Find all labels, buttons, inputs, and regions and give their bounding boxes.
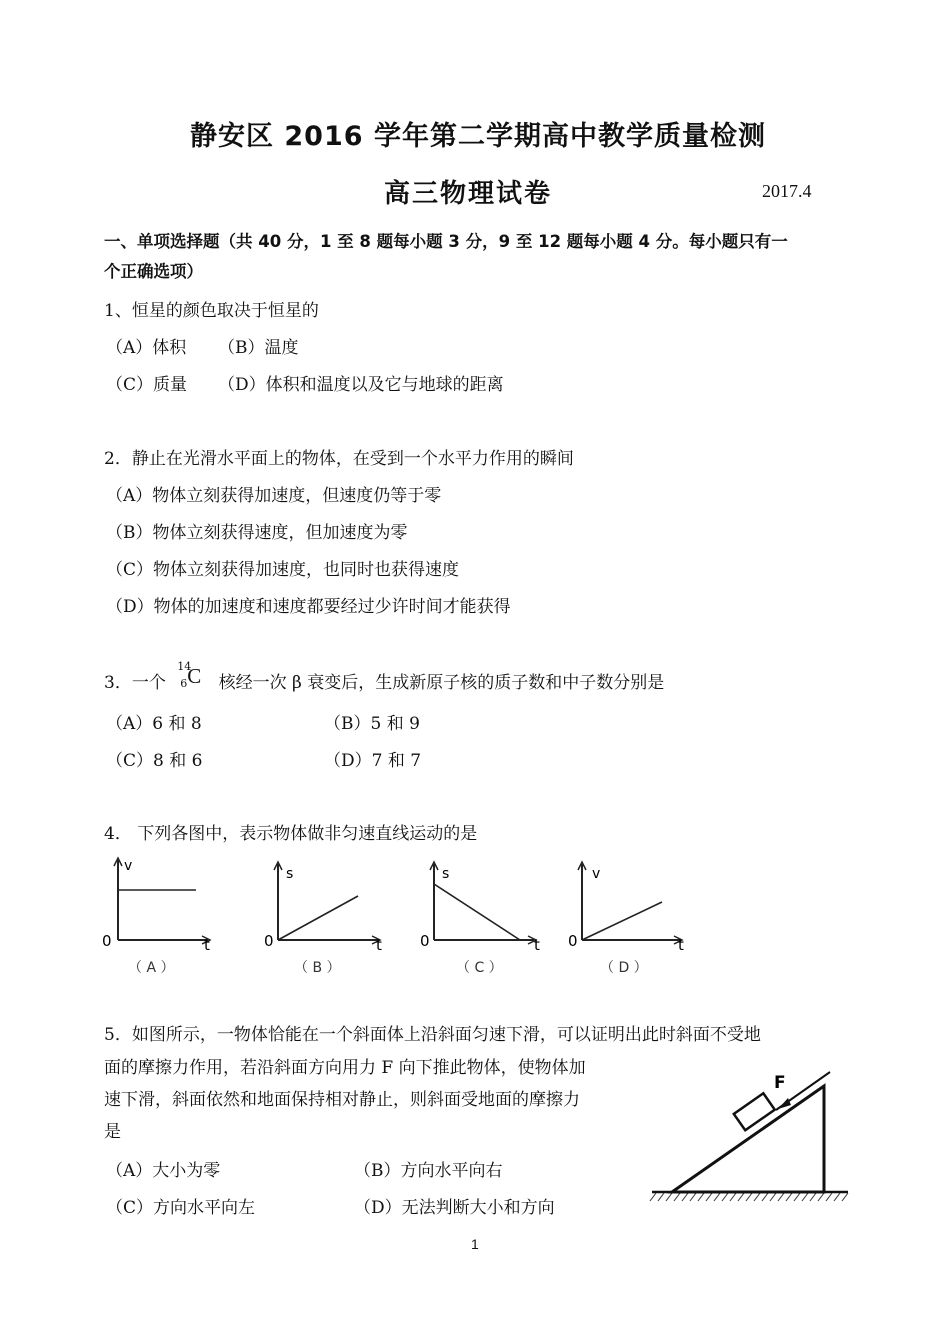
incline-diagram xyxy=(648,1058,854,1208)
graph-d-xlabel: t xyxy=(678,936,684,954)
q2-stem: 2．静止在光滑水平面上的物体，在受到一个水平力作用的瞬间 xyxy=(104,449,574,469)
q1-option-d: （D）体积和温度以及它与地球的距离 xyxy=(218,375,504,395)
graph-c xyxy=(416,854,546,979)
q5-stem-line4: 是 xyxy=(104,1122,121,1142)
graph-c-caption: （ C ） xyxy=(456,960,503,976)
q5-option-c: （C）方向水平向左 xyxy=(106,1198,256,1218)
graph-a-caption: （ A ） xyxy=(128,960,175,976)
q2-option-a: （A）物体立刻获得加速度，但速度仍等于零 xyxy=(106,486,442,506)
section-heading-line2: 个正确选项） xyxy=(104,262,203,281)
graph-b-caption: （ B ） xyxy=(294,960,341,976)
q5-option-b: （B）方向水平向右 xyxy=(354,1161,503,1181)
q1-option-a: （A）体积 xyxy=(106,338,187,358)
graph-d-ylabel: v xyxy=(592,866,601,882)
q5-option-d: （D）无法判断大小和方向 xyxy=(354,1198,555,1218)
nuclide-symbol: C xyxy=(187,664,202,688)
graph-c-ylabel: s xyxy=(442,866,450,882)
carbon-14-nuclide xyxy=(177,660,207,694)
force-label: F xyxy=(774,1073,786,1093)
graph-a-origin: 0 xyxy=(102,932,112,950)
q3-stem-suffix: 核经一次 β 衰变后，生成新原子核的质子数和中子数分别是 xyxy=(218,673,665,693)
q1-stem: 1、恒星的颜色取决于恒星的 xyxy=(104,301,319,321)
graph-c-origin: 0 xyxy=(420,932,430,950)
page-number: 1 xyxy=(471,1236,479,1252)
graph-d xyxy=(562,854,692,979)
graph-d-origin: 0 xyxy=(568,932,578,950)
q2-option-c: （C）物体立刻获得加速度，也同时也获得速度 xyxy=(106,560,460,580)
graph-c-xlabel: t xyxy=(534,936,540,954)
graph-a-ylabel: v xyxy=(124,858,133,874)
q1-option-b: （B）温度 xyxy=(218,338,299,358)
exam-date: 2017.4 xyxy=(762,181,812,201)
q5-option-a: （A）大小为零 xyxy=(106,1161,221,1181)
nuclide-mass-number: 14 xyxy=(177,660,192,673)
q2-option-d: （D）物体的加速度和速度都要经过少许时间才能获得 xyxy=(106,597,511,617)
graph-a xyxy=(98,854,218,979)
q3-stem xyxy=(104,660,665,694)
q5-stem-line3: 速下滑，斜面依然和地面保持相对静止，则斜面受地面的摩擦力 xyxy=(104,1090,580,1110)
graph-b xyxy=(258,854,388,979)
q3-option-c: （C）8 和 6 xyxy=(106,751,203,771)
graph-b-xlabel: t xyxy=(376,936,382,954)
q3-option-b: （B）5 和 9 xyxy=(324,714,420,734)
graph-b-origin: 0 xyxy=(264,932,274,950)
q4-stem: 4． 下列各图中，表示物体做非匀速直线运动的是 xyxy=(104,824,478,844)
nuclide-atomic-number: 6 xyxy=(180,677,188,690)
q2-option-b: （B）物体立刻获得速度，但加速度为零 xyxy=(106,523,408,543)
q3-option-a: （A）6 和 8 xyxy=(106,714,202,734)
exam-subtitle: 高三物理试卷 xyxy=(384,179,553,209)
q5-stem-line2: 面的摩擦力作用，若沿斜面方向用力 F 向下推此物体，使物体加 xyxy=(104,1058,586,1078)
graph-d-caption: （ D ） xyxy=(600,960,648,976)
q5-stem-line1: 5．如图所示，一物体恰能在一个斜面体上沿斜面匀速下滑，可以证明出此时斜面不受地 xyxy=(104,1025,761,1045)
q3-stem-prefix: 3．一个 xyxy=(104,673,166,693)
section-heading-line1: 一、单项选择题（共 40 分，1 至 8 题每小题 3 分，9 至 12 题每小题 4 分。每小题只有一 xyxy=(104,232,788,251)
q1-option-c: （C）质量 xyxy=(106,375,188,395)
graph-b-ylabel: s xyxy=(286,866,294,882)
q3-option-d: （D）7 和 7 xyxy=(324,751,422,771)
graph-a-xlabel: t xyxy=(204,936,210,954)
exam-title: 静安区 2016 学年第二学期高中教学质量检测 xyxy=(190,121,766,152)
